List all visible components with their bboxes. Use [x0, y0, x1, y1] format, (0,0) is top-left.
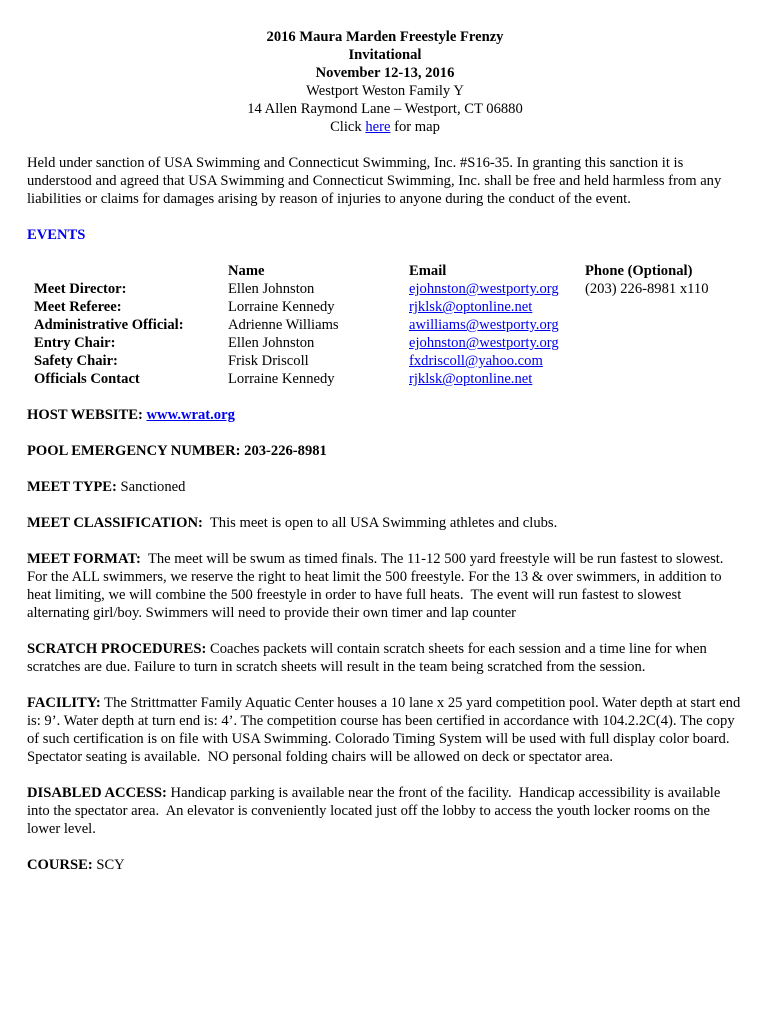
disabled-access-text: Handicap parking is available near the front of the facility. Handicap accessibility is available into the spectator area. An elevator is conveniently located just off the lobby to access the youth locker rooms on the lower level.	[27, 785, 724, 837]
meet-type-text: Sanctioned	[116, 479, 186, 495]
meet-format-text: The meet will be swum as timed finals. The 11-12 500 yard freestyle will be run fastest to slowest. For the ALL swimmers, we reserve the right to heat limit the 500 freestyle. For the 13 & over swimmers, in addition to heat limiting, we will combine the 500 freestyle in order to have full heats. The event will run fastest to slowest alternating girl/boy. Swimmers will need to provide their own timer and lap counter	[27, 551, 731, 621]
contact-email-link[interactable]: ejohnston@westporty.org	[409, 335, 559, 351]
meet-classification-section	[27, 514, 743, 532]
course-label: COURSE:	[27, 857, 93, 873]
meet-classification-text: This meet is open to all USA Swimming athletes and clubs.	[202, 515, 558, 531]
contact-email-link[interactable]: fxdriscoll@yahoo.com	[409, 353, 543, 369]
table-row	[27, 370, 743, 388]
scratch-procedures-text: Coaches packets will contain scratch sheets for each session and a time line for when scratches are due. Failure to turn in scratch sheets will result in the team being scratched from the session.	[27, 641, 707, 675]
role-label: Entry Chair:	[34, 335, 116, 351]
meet-format-section	[27, 550, 743, 622]
contacts-header-row	[27, 262, 743, 280]
document-page	[27, 28, 743, 874]
scratch-procedures-label: SCRATCH PROCEDURES:	[27, 641, 207, 657]
contact-email-link[interactable]: rjklsk@optonline.net	[409, 299, 533, 315]
venue-address: 14 Allen Raymond Lane – Westport, CT 06880	[247, 101, 523, 117]
meet-title-line2: Invitational	[348, 47, 422, 63]
role-label: Meet Director:	[34, 281, 127, 297]
disabled-access-section	[27, 784, 743, 838]
map-prefix: Click	[330, 119, 366, 135]
sanction-paragraph: Held under sanction of USA Swimming and Connecticut Swimming, Inc. #S16-35. In granting this sanction it is understood and agreed that USA Swimming and Connecticut Swimming, Inc. shall be free and held harmless from any liabilities or claims for damages arising by reason of injuries to anyone during the conduct of the event.	[27, 155, 722, 207]
table-row	[27, 316, 743, 334]
events-heading: EVENTS	[27, 227, 86, 243]
disabled-access-label: DISABLED ACCESS:	[27, 785, 167, 801]
course-text: SCY	[92, 857, 125, 873]
phone-column-header: Phone (Optional)	[585, 263, 693, 279]
meet-format-label: MEET FORMAT:	[27, 551, 141, 567]
meet-classification-label: MEET CLASSIFICATION:	[27, 515, 203, 531]
host-website-label: HOST WEBSITE:	[27, 407, 147, 423]
contact-phone: (203) 226-8981 x110	[585, 281, 709, 297]
contact-name: Ellen Johnston	[228, 335, 315, 351]
facility-section	[27, 694, 743, 766]
contact-name: Adrienne Williams	[228, 317, 339, 333]
meet-title: 2016 Maura Marden Freestyle Frenzy	[266, 29, 504, 45]
role-label: Meet Referee:	[34, 299, 122, 315]
table-row	[27, 280, 743, 298]
host-website-line	[27, 406, 743, 424]
map-line	[27, 118, 743, 136]
course-section	[27, 856, 743, 874]
facility-label: FACILITY:	[27, 695, 101, 711]
role-label: Officials Contact	[34, 371, 140, 387]
table-row	[27, 298, 743, 316]
table-row	[27, 352, 743, 370]
contact-email-link[interactable]: ejohnston@westporty.org	[409, 281, 559, 297]
meet-type-label: MEET TYPE:	[27, 479, 117, 495]
contacts-table	[27, 262, 743, 388]
role-label: Safety Chair:	[34, 353, 118, 369]
contact-email-link[interactable]: awilliams@westporty.org	[409, 317, 559, 333]
contact-name: Lorraine Kennedy	[228, 371, 335, 387]
meet-dates: November 12-13, 2016	[315, 65, 455, 81]
role-label: Administrative Official:	[34, 317, 184, 333]
venue-name: Westport Weston Family Y	[306, 83, 464, 99]
table-row	[27, 334, 743, 352]
email-column-header: Email	[409, 263, 447, 279]
scratch-procedures-section	[27, 640, 743, 676]
map-link[interactable]: here	[365, 119, 391, 135]
contact-name: Frisk Driscoll	[228, 353, 309, 369]
contact-name: Ellen Johnston	[228, 281, 315, 297]
meet-type-section	[27, 478, 743, 496]
contact-name: Lorraine Kennedy	[228, 299, 335, 315]
contact-email-link[interactable]: rjklsk@optonline.net	[409, 371, 533, 387]
name-column-header: Name	[228, 263, 265, 279]
document-header	[27, 28, 743, 136]
pool-emergency-number: POOL EMERGENCY NUMBER: 203-226-8981	[27, 443, 327, 459]
map-suffix: for map	[390, 119, 440, 135]
host-website-link[interactable]: www.wrat.org	[146, 407, 235, 423]
facility-text: The Strittmatter Family Aquatic Center houses a 10 lane x 25 yard competition pool. Water depth at start end is: 9’. Water depth at turn end is: 4’. The competition course has been certified in accordance with 104.2.2C(4). The copy of such certification is on file with USA Swimming. Colorado Timing System will be used with full display color board. Spectator seating is available. NO personal folding chairs will be allowed on deck or spectator area.	[27, 695, 744, 765]
